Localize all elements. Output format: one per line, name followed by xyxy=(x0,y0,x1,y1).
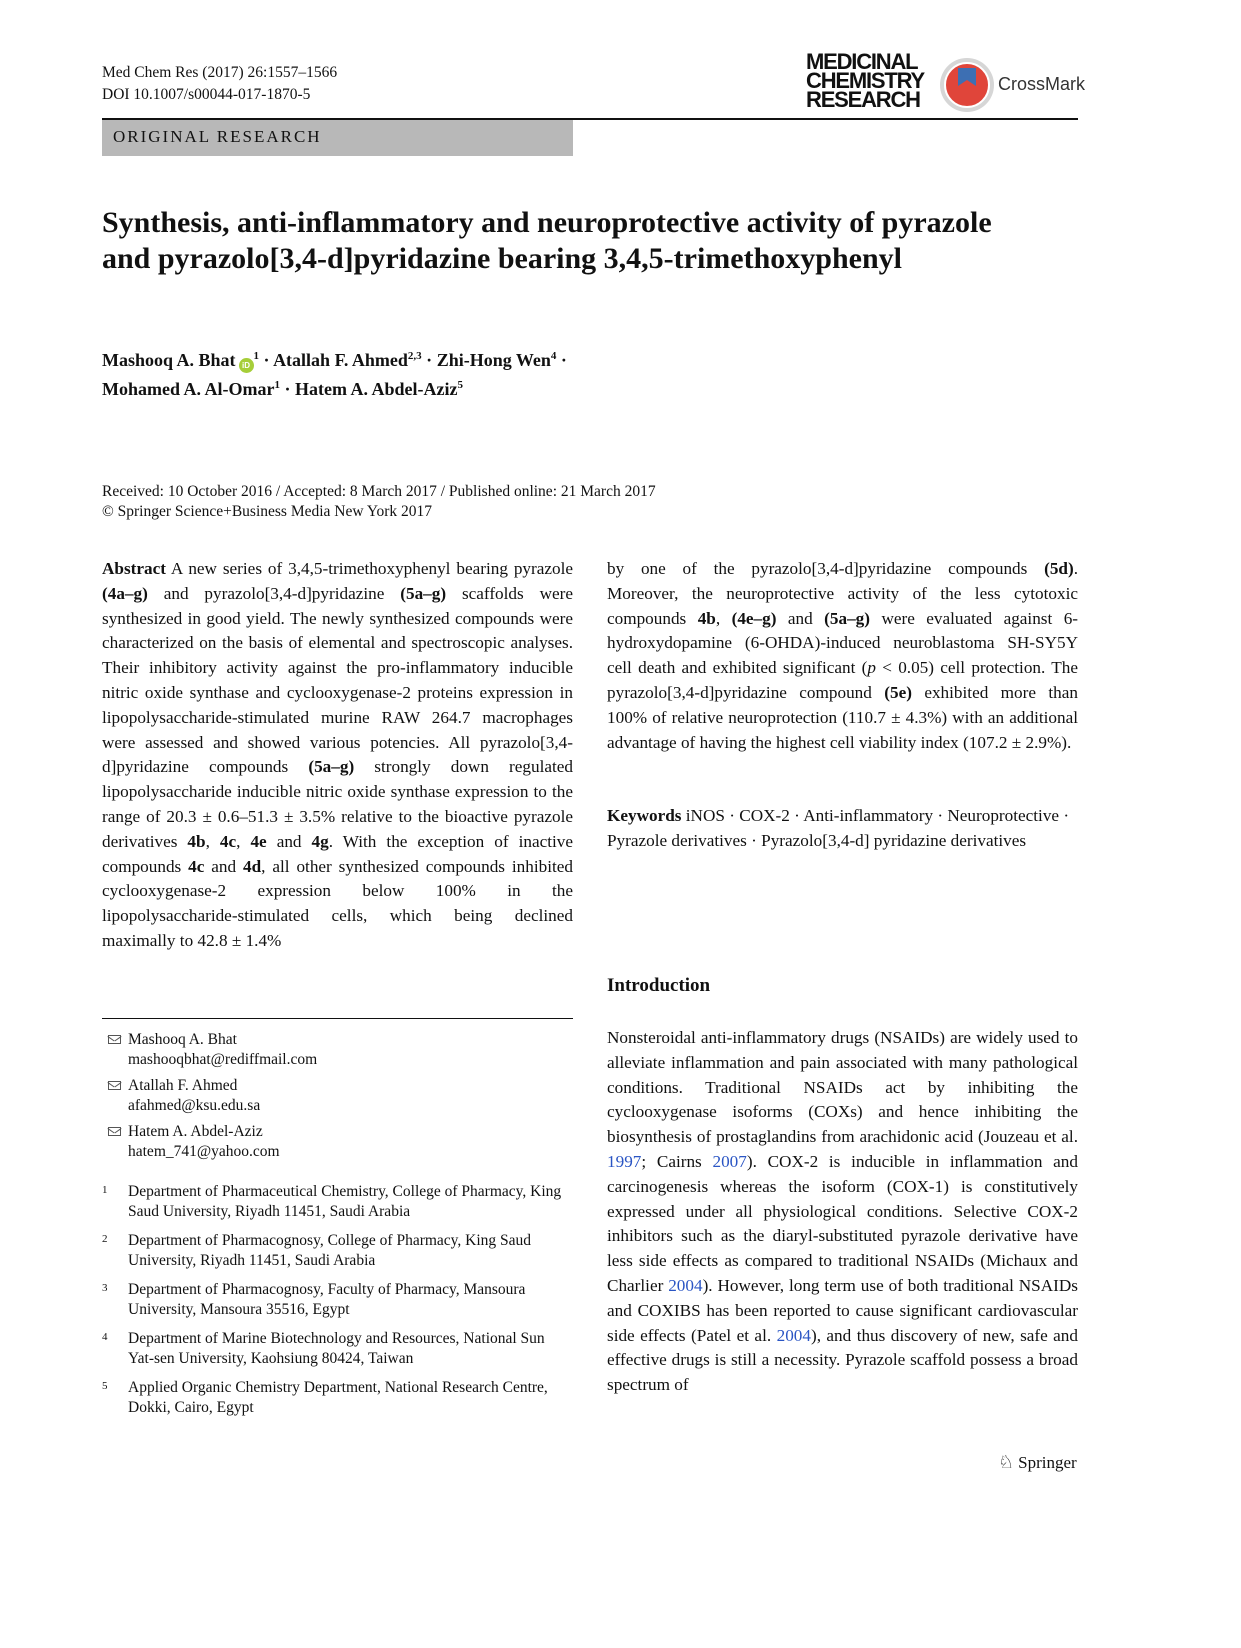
envelope-icon xyxy=(108,1035,121,1044)
affiliation: 5 Applied Organic Chemistry Department, National Research Centre, Dokki, Cairo, Egypt xyxy=(102,1379,548,1416)
affiliations xyxy=(102,1182,573,1427)
contact-entry: Atallah F. Ahmed afahmed@ksu.edu.sa xyxy=(102,1076,573,1116)
introduction-text: Nonsteroidal anti-inflammatory drugs (NSAIDs) are widely used to alleviate inflammation and pain associated with many pathological conditions. Traditional NSAIDs act by inhibiting the cyclooxygenase isoforms (COXs) and hence inhibiting the biosynthesis of prostaglandins from arachidonic acid (Jouzeau et al. 1997; Cairns 2007). COX-2 is inducible in inflammation and carcinogenesis whereas the isoform (COX-1) is constitutively expressed under all physiological conditions. Selective COX-2 inhibitors such as the diaryl-substituted pyrazole derivative have less side effects as compared to traditional NSAIDs (Michaux and Charlier 2004). However, long term use of both traditional NSAIDs and COXIBS has been reported to cause significant cardiovascular side effects (Patel et al. 2004), and thus discovery of new, safe and effective drugs is still a necessity. Pyrazole scaffold possess a broad spectrum of xyxy=(607,1028,1078,1395)
footnote-rule xyxy=(102,1018,573,1019)
envelope-icon xyxy=(108,1081,121,1090)
citation-link[interactable]: 2004 xyxy=(668,1275,703,1295)
author-name[interactable]: Mashooq A. Bhat xyxy=(102,350,236,370)
springer-horse-icon: ♘ xyxy=(998,1452,1015,1472)
affiliation: 1 Department of Pharmaceutical Chemistry, College of Pharmacy, King Saud University, Riyadh 11451, Saudi Arabia xyxy=(102,1183,562,1220)
citation-link[interactable]: 1997 xyxy=(607,1151,642,1171)
abstract-continued: by one of the pyrazolo[3,4-d]pyridazine compounds (5d). Moreover, the neuroprotective activity of the less cytotoxic compounds 4b, (4e–g) and (5a–g) were evaluated against 6-hydroxydopamine (6-OHDA)-induced neuroblastoma SH-SY5Y cell death and exhibited significant (p < 0.05) cell protection. The pyrazolo[3,4-d]pyridazine compound (5e) exhibited more than 100% of relative neuroprotection (110.7 ± 4.3%) with an additional advantage of having the highest cell viability index (107.2 ± 2.9%). xyxy=(607,559,1079,752)
crossmark-icon[interactable] xyxy=(938,56,996,114)
correspondence xyxy=(102,1030,573,1168)
keywords: Keywords iNOS · COX-2 · Anti-inflammatory · Neuroprotective · Pyrazole derivatives · Pyrazolo[3,4-d] pyridazine derivatives xyxy=(607,806,1070,850)
article-title: Synthesis, anti-inflammatory and neuroprotective activity of pyrazole and pyrazolo[3,4-d]pyridazine bearing 3,4,5-trimethoxyphenyl xyxy=(102,206,992,275)
affiliation: 2 Department of Pharmacognosy, College of Pharmacy, King Saud University, Riyadh 11451, Saudi Arabia xyxy=(102,1232,532,1269)
citation-link[interactable]: 2007 xyxy=(712,1151,747,1171)
contact-entry: Hatem A. Abdel-Aziz hatem_741@yahoo.com xyxy=(102,1122,573,1162)
author-name[interactable]: Mohamed A. Al-Omar xyxy=(102,379,275,399)
author-list: Mashooq A. Bhat $iD^1$ · Atallah F. Ahmed$^{2,3}$ · Zhi-Hong Wen$^4$ · Mohamed A. Al-Omar$^1$ · Hatem A. Abdel-Aziz$^5$ xyxy=(102,350,567,399)
citation-link[interactable]: 2004 xyxy=(776,1325,811,1345)
envelope-icon xyxy=(108,1127,121,1136)
abstract: Abstract A new series of 3,4,5-trimethoxyphenyl bearing pyrazole (4a–g) and pyrazolo[3,4-d]pyridazine (5a–g) scaffolds were synthesized in good yield. The newly synthesized compounds were characterized on the basis of elemental and spectroscopic analyses. Their inhibitory activity against the pro-inflammatory inducible nitric oxide synthase and cyclooxygenase-2 proteins expression in lipopolysaccharide-stimulated murine RAW 264.7 macrophages were assessed and showed various potencies. All pyrazolo[3,4-d]pyridazine compounds (5a–g) strongly down regulated lipopolysaccharide inducible nitric oxide synthase expression to the range of 20.3 ± 0.6–51.3 ± 3.5% relative to the bioactive pyrazole derivatives 4b, 4c, 4e and 4g. With the exception of inactive compounds 4c and 4d, all other synthesized compounds inhibited cyclooxygenase-2 expression below 100% in the lipopolysaccharide-stimulated cells, which being declined maximally to 42.8 ± 1.4% xyxy=(102,559,573,950)
journal-logo: MEDICINAL CHEMISTRY RESEARCH xyxy=(806,49,924,112)
publication-dates: Received: 10 October 2016 / Accepted: 8 March 2017 / Published online: 21 March 2017 © Springer Science+Business Media New York 2017 xyxy=(102,483,656,520)
doi[interactable]: DOI 10.1007/s00044-017-1870-5 xyxy=(102,86,311,103)
affiliation: 3 Department of Pharmacognosy, Faculty of Pharmacy, Mansoura University, Mansoura 35516, Egypt xyxy=(102,1281,526,1318)
journal-header xyxy=(102,62,337,106)
keywords-heading: Keywords xyxy=(607,806,682,825)
email-link[interactable]: afahmed@ksu.edu.sa xyxy=(128,1097,261,1114)
affiliation: 4 Department of Marine Biotechnology and Resources, National Sun Yat-sen University, Kaohsiung 80424, Taiwan xyxy=(102,1330,545,1367)
section-label: ORIGINAL RESEARCH xyxy=(102,120,573,156)
email-link[interactable]: hatem_741@yahoo.com xyxy=(128,1143,280,1160)
abstract-heading: Abstract xyxy=(102,559,166,578)
author-name[interactable]: Atallah F. Ahmed xyxy=(273,350,408,370)
contact-entry: Mashooq A. Bhat mashooqbhat@rediffmail.com xyxy=(102,1030,573,1070)
publisher-footer: ♘ Springer xyxy=(998,1452,1077,1472)
email-link[interactable]: mashooqbhat@rediffmail.com xyxy=(128,1051,318,1068)
introduction-heading: Introduction xyxy=(607,975,711,996)
author-name[interactable]: Hatem A. Abdel-Aziz xyxy=(295,379,458,399)
orcid-icon[interactable]: iD xyxy=(239,358,254,373)
journal-citation: Med Chem Res (2017) 26:1557–1566 xyxy=(102,64,338,81)
crossmark-label[interactable]: CrossMark xyxy=(998,74,1086,94)
author-name[interactable]: Zhi-Hong Wen xyxy=(436,350,551,370)
